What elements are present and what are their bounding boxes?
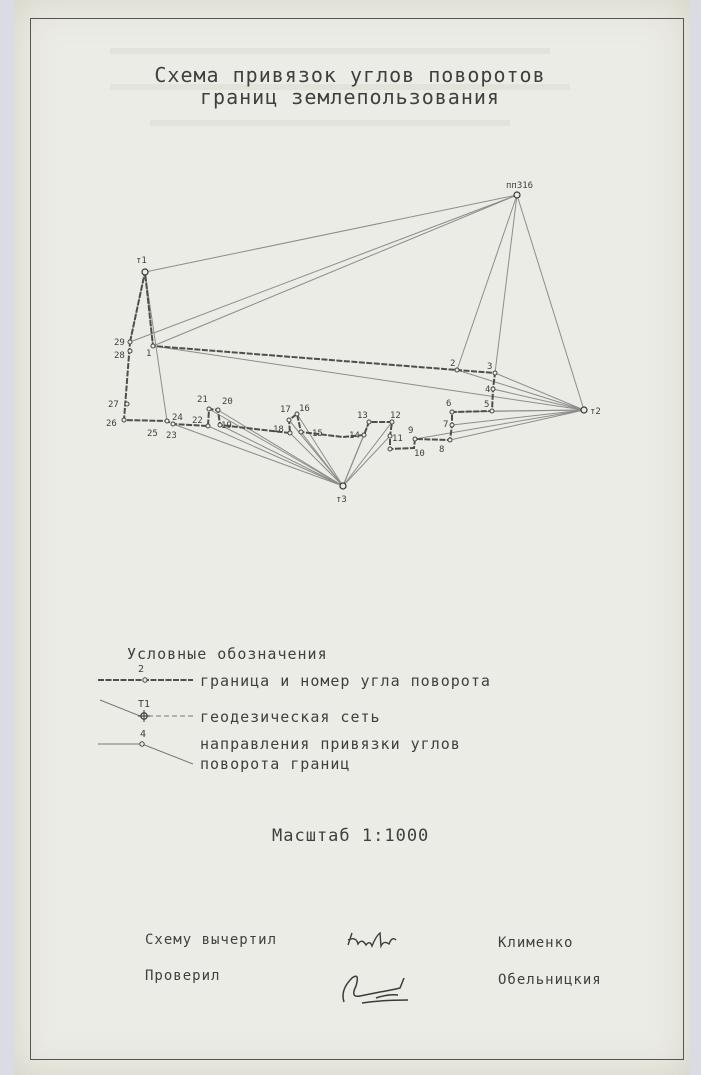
scale-label: Масштаб 1:1000 <box>272 826 430 846</box>
label-p26: 26 <box>106 419 117 429</box>
label-p2: 2 <box>450 359 456 369</box>
label-t3: т3 <box>336 495 347 505</box>
checked-label: Проверил <box>145 968 221 984</box>
scheme-title-line1: Схема привязок углов поворотов <box>154 63 546 87</box>
label-p3: 3 <box>487 362 493 372</box>
label-p16: 16 <box>299 404 310 414</box>
checked-name: Обельницкия <box>498 972 602 988</box>
label-p24: 24 <box>172 413 183 423</box>
signature-drew <box>348 933 396 946</box>
label-p17: 17 <box>280 405 291 415</box>
label-p28: 28 <box>114 351 125 361</box>
legend-heading: Условные обозначения <box>127 645 328 663</box>
label-p14: 14 <box>349 431 360 441</box>
label-t2: т2 <box>590 407 601 417</box>
label-p23: 23 <box>166 431 177 441</box>
label-p7: 7 <box>443 420 449 430</box>
label-p11: 11 <box>392 434 403 444</box>
signature-checked <box>343 976 408 1003</box>
label-p13: 13 <box>357 411 368 421</box>
scheme-title-line2: границ землепользования <box>200 85 500 109</box>
label-p20: 20 <box>222 397 233 407</box>
drew-name: Клименко <box>498 935 574 951</box>
label-pp316: пп316 <box>506 181 534 191</box>
label-p18: 18 <box>273 425 284 435</box>
legend-direction-label-1: направления привязки углов <box>200 735 461 753</box>
label-p6: 6 <box>446 399 452 409</box>
label-p19: 19 <box>221 421 232 431</box>
label-p25: 25 <box>147 429 158 439</box>
label-p27: 27 <box>108 400 119 410</box>
legend-direction-number: 4 <box>140 729 147 740</box>
legend-direction-label-2: поворота границ <box>200 755 351 773</box>
label-p29: 29 <box>114 338 125 348</box>
label-t1: т1 <box>136 256 147 266</box>
legend-geodetic-label: геодезическая сеть <box>200 708 381 726</box>
label-p8: 8 <box>439 445 445 455</box>
label-p1: 1 <box>146 349 152 359</box>
label-p22: 22 <box>192 416 203 426</box>
legend-boundary-number: 2 <box>138 664 145 675</box>
legend-geodetic-number: Т1 <box>138 699 151 710</box>
label-p9: 9 <box>408 426 414 436</box>
legend-boundary-label: граница и номер угла поворота <box>200 672 491 690</box>
label-p4: 4 <box>485 385 491 395</box>
label-p5: 5 <box>484 400 490 410</box>
label-p10: 10 <box>414 449 425 459</box>
label-p21: 21 <box>197 395 208 405</box>
label-p12: 12 <box>390 411 401 421</box>
label-p15: 15 <box>312 429 323 439</box>
drew-label: Схему вычертил <box>145 932 278 948</box>
